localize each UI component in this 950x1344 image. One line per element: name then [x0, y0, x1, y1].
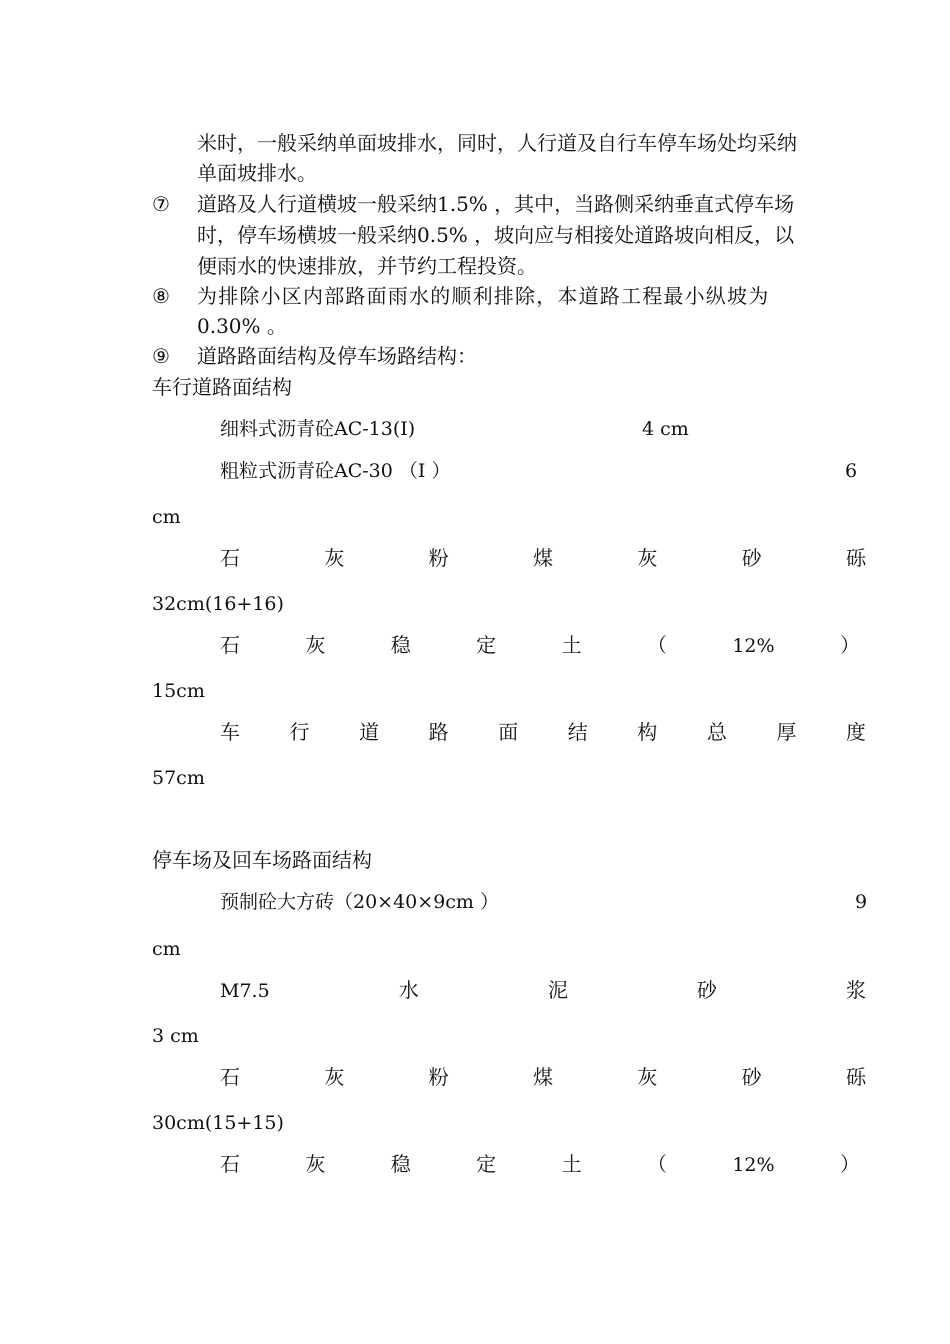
item-marker-8: ⑧ [152, 284, 170, 308]
parking-layer1-thickness-unit: cm [152, 938, 181, 960]
char: 12% [732, 1154, 775, 1176]
char: 石 [220, 1065, 240, 1089]
item-8-line: 为排除小区内部路面雨水的顺利排除，本道路工程最小纵坡为 [197, 284, 770, 308]
char: 砾 [845, 1065, 866, 1089]
char: 灰 [324, 546, 345, 570]
roadway-layer2-thickness-unit: cm [152, 506, 181, 528]
char: 水 [398, 978, 419, 1002]
char: 砾 [845, 546, 866, 570]
char: 道 [359, 720, 380, 744]
item-9-line: 道路路面结构及停车场路结构： [197, 344, 477, 368]
roadway-layer2-name: 粗粒式沥青砼AC-30 （I ） [220, 460, 451, 482]
roadway-layer3-thickness: 32cm(16+16) [152, 593, 284, 615]
char: 粉 [428, 1065, 449, 1089]
char: 土 [561, 633, 582, 657]
paragraph-line: 单面坡排水。 [197, 161, 317, 185]
roadway-total-label [220, 717, 866, 747]
parking-layer4-name [220, 1149, 860, 1180]
char: 石 [220, 633, 240, 657]
char: 厚 [776, 720, 797, 744]
parking-layer3-name [220, 1062, 866, 1092]
char: ） [839, 1152, 860, 1176]
char: 煤 [532, 1065, 553, 1089]
item-7-line: 道路及人行道横坡一般采纳1.5% ，其中，当路侧采纳垂直式停车场 [197, 192, 795, 216]
char: （ [646, 633, 667, 657]
char: 车 [220, 720, 240, 744]
item-marker-7: ⑦ [152, 192, 170, 216]
char: 泥 [547, 978, 568, 1002]
roadway-layer4-name [220, 630, 860, 661]
char: 结 [567, 720, 588, 744]
char: M7.5 [220, 980, 270, 1002]
parking-layer3-thickness: 30cm(15+15) [152, 1112, 284, 1134]
roadway-total-thickness: 57cm [152, 767, 205, 789]
char: ） [839, 633, 860, 657]
char: 石 [220, 546, 240, 570]
char: 砂 [741, 1065, 762, 1089]
char: 浆 [845, 978, 866, 1002]
char: 行 [289, 720, 310, 744]
char: 砂 [741, 546, 762, 570]
parking-layer1-thickness-num: 9 [855, 891, 868, 913]
roadway-layer2-thickness-num: 6 [845, 460, 858, 482]
roadway-layer3-name [220, 543, 866, 573]
roadway-heading: 车行道路面结构 [152, 375, 292, 399]
char: 粉 [428, 546, 449, 570]
parking-layer2-thickness: 3 cm [152, 1025, 199, 1047]
paragraph-line: 米时，一般采纳单面坡排水，同时，人行道及自行车停车场处均采纳 [197, 131, 797, 155]
char: 度 [845, 720, 866, 744]
char: 石 [220, 1152, 240, 1176]
item-7-line: 便雨水的快速排放，并节约工程投资。 [197, 254, 537, 278]
char: 路 [428, 720, 449, 744]
char: 构 [637, 720, 658, 744]
item-7-line: 时，停车场横坡一般采纳0.5% ，坡向应与相接处道路坡向相反，以 [197, 223, 795, 247]
char: 灰 [637, 546, 658, 570]
char: 定 [476, 633, 497, 657]
char: 灰 [324, 1065, 345, 1089]
char: 煤 [532, 546, 553, 570]
parking-heading: 停车场及回车场路面结构 [152, 848, 372, 872]
parking-layer2-name [220, 975, 866, 1006]
char: 灰 [305, 633, 326, 657]
char: 灰 [305, 1152, 326, 1176]
char: 稳 [390, 1152, 411, 1176]
char: 稳 [390, 633, 411, 657]
roadway-layer1-thickness: 4 cm [642, 418, 689, 440]
char: 面 [498, 720, 519, 744]
char: 灰 [637, 1065, 658, 1089]
item-marker-9: ⑨ [152, 344, 170, 368]
char: 砂 [696, 978, 717, 1002]
char: （ [646, 1152, 667, 1176]
char: 土 [561, 1152, 582, 1176]
parking-layer1-name: 预制砼大方砖（20×40×9cm ） [220, 891, 499, 913]
char: 定 [476, 1152, 497, 1176]
roadway-layer1-name: 细料式沥青砼AC-13(I) [220, 418, 416, 440]
roadway-layer4-thickness: 15cm [152, 680, 205, 702]
char: 总 [706, 720, 727, 744]
char: 12% [732, 635, 775, 657]
item-8-line: 0.30% 。 [197, 314, 287, 338]
